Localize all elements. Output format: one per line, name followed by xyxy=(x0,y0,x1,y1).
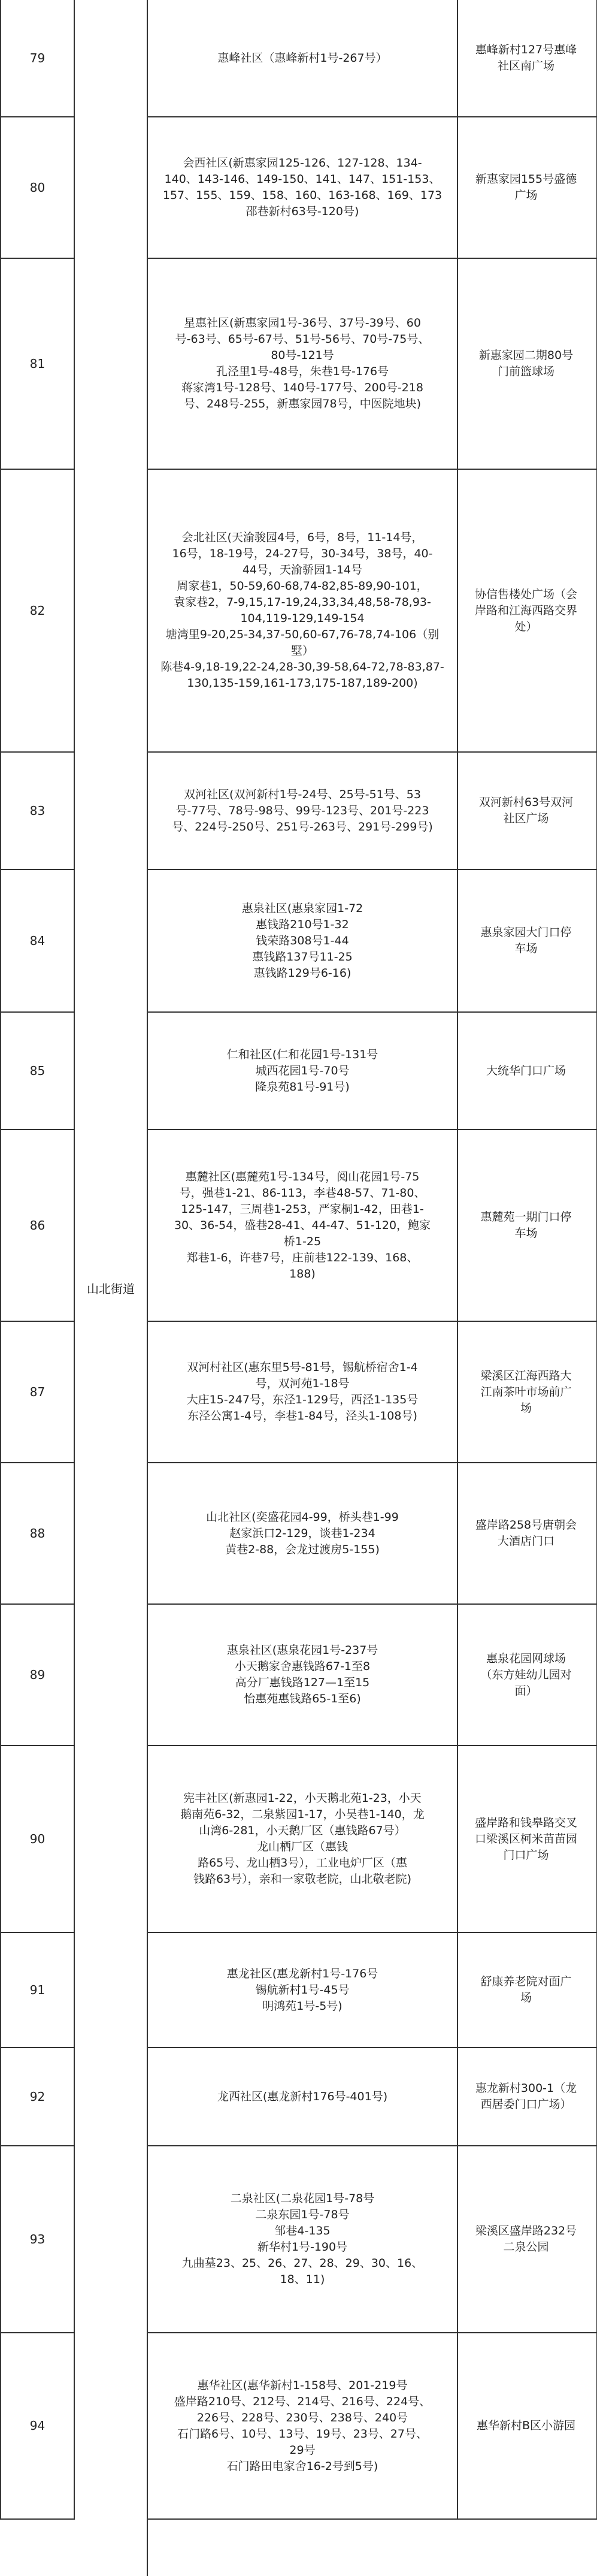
collection-site: 新惠家园二期80号 门前篮球场 xyxy=(478,349,574,378)
row-number: 94 xyxy=(1,2333,75,2518)
community-area: 惠麓社区(惠麓苑1号-134号，阅山花园1号-75 号，强巷1-21、86-113，李巷48-57、71-80、 125-147，三周巷1-253，严家桐1-42，田巷1- 30、36-54，盛巷28-41、44-47、51-120，鲍家 桥1-25 郑巷1-6，许巷7号，庄前巷122-139、168、 188) xyxy=(148,1130,458,1321)
row-number: 90 xyxy=(1,1746,75,1932)
row-number: 87 xyxy=(1,1322,75,1462)
community-area: 双河社区(双河新村1号-24号、25号-51号、53 号-77号、78号-98号、99号-123号、201号-223 号、224号-250号、251号-263号、291号-299号) xyxy=(148,753,458,869)
community-area: 惠华社区(惠华新村1-158号、201-219号 盛岸路210号、212号、214号、216号、224号、 226号、228号、230号、238号、240号 石门路6号、10号、13号、19号、23号、27号、 29号 石门路田电家舍16-2号到5号) xyxy=(148,2333,458,2518)
street-name: 山北街道 xyxy=(87,1282,135,1296)
community-area: 惠龙社区(惠龙新村1号-176号 锡航新村1号-45号 明鸿苑1号-5号) xyxy=(148,1933,458,2047)
collection-site: 盛岸路和钱皋路交叉 口梁溪区柯米苗苗园 门口广场 xyxy=(474,1816,577,1862)
row-number: 81 xyxy=(1,259,75,469)
community-area: 惠泉社区(惠泉家园1-72 惠钱路210号1-32 钱荣路308号1-44 惠钱路137号11-25 惠钱路129号6-16) xyxy=(148,870,458,1011)
collection-site: 惠麓苑一期门口停 车场 xyxy=(480,1210,572,1240)
row-number: 86 xyxy=(1,1130,75,1321)
community-area: 龙西社区(惠龙新村176号-401号) xyxy=(148,2048,458,2145)
collection-site: 盛岸路258号唐朝会 大酒店门口 xyxy=(475,1518,577,1548)
collection-site: 大统华门口广场 xyxy=(486,1064,566,1077)
row-number: 85 xyxy=(1,1013,75,1129)
row-number: 89 xyxy=(1,1605,75,1745)
row-number: 80 xyxy=(1,117,75,258)
collection-site: 惠龙新村300-1（龙 西居委门口广场） xyxy=(475,2082,577,2111)
row-number: 91 xyxy=(1,1933,75,2047)
community-area: 二泉社区(二泉花园1号-78号 二泉东园1号-78号 邹巷4-135 新华村1号-190号 九曲墓23、25、26、27、28、29、30、16、 18、11) xyxy=(148,2146,458,2332)
collection-site: 双河新村63号双河 社区广场 xyxy=(478,796,574,825)
row-number: 79 xyxy=(1,0,75,116)
community-area: 会西社区(新惠家园125-126、127-128、134- 140、143-146、149-150、141、147、151-153、 157、155、159、158、160、163-168、169、173 邵巷新村63号-120号) xyxy=(148,117,458,258)
row-number: 82 xyxy=(1,470,75,751)
row-number: 92 xyxy=(1,2048,75,2145)
community-area: 星惠社区(新惠家园1号-36号、37号-39号、60 号-63号、65号-67号、51号-56号、70号-75号、 80号-121号 孔泾里1号-48号，朱巷1号-176号 蒋家湾1号-128号、140号-177号、200号-218 号、248号-255，新惠家园78号，中医院地块) xyxy=(148,259,458,469)
row-number: 83 xyxy=(1,753,75,869)
row-number: 88 xyxy=(1,1463,75,1603)
collection-site: 惠峰新村127号惠峰 社区南广场 xyxy=(475,43,577,73)
collection-site: 惠泉家园大门口停 车场 xyxy=(480,926,572,955)
row-number: 84 xyxy=(1,870,75,1011)
collection-site: 新惠家园155号盛德 广场 xyxy=(475,173,577,202)
community-area: 惠峰社区（惠峰新村1号-267号） xyxy=(148,0,458,116)
community-area: 双河村社区(惠东里5号-81号，锡航桥宿舍1-4 号，双河苑1-18号 大庄15-247号，东泾1-129号，西泾1-135号 东泾公寓1-4号，李巷1-84号，泾头1-108号) xyxy=(148,1322,458,1462)
collection-site: 舒康养老院对面广 场 xyxy=(480,1975,572,2004)
community-area: 仁和社区(仁和花园1号-131号 城西花园1号-70号 隆泉苑81号-91号) xyxy=(148,1013,458,1129)
community-area: 宪丰社区(新惠园1-22，小天鹅北苑1-23，小天 鹅南苑6-32，二泉紫园1-17，小吴巷1-140，龙 山湾6-281，小天鹅厂区（惠钱路67号） 龙山栖厂区（惠钱 路65号、龙山栖3号），工业电炉厂区（惠 钱路63号），亲和一家敬老院，山北敬老院) xyxy=(148,1746,458,1932)
collection-site: 梁溪区盛岸路232号 二泉公园 xyxy=(475,2224,577,2254)
collection-site: 惠华新村B区小游园 xyxy=(476,2419,576,2432)
community-area: 惠泉社区(惠泉花园1号-237号 小天鹅家舍惠钱路67-1至8 高分厂惠钱路127—1至15 怡惠苑惠钱路65-1至6) xyxy=(148,1605,458,1745)
row-number: 93 xyxy=(1,2146,75,2332)
collection-site: 惠泉花园网球场 （东方娃幼儿园对 面） xyxy=(480,1651,572,1698)
community-area: 会北社区(天渝骏园4号，6号，8号，11-14号， 16号，18-19号，24-27号，30-34号，38号，40- 44号，天渝骄园1-14号 周家巷1，50-59,60-68,74-82,85-89,90-101， 袁家巷2，7-9,15,17-19,24,33,34,48,58-78,93- 104,119-129,149-154 塘湾里9-20,25-34,37-50,60-67,76-78,74-106（别 墅） 陈巷4-9,18-19,22-24,28-30,39-58,64-72,78-83,87- 130,135-159,161-173,175-187,189-200) xyxy=(148,470,458,751)
community-area: 山北社区(奕盛花园4-99，桥头巷1-99 赵家浜口2-129，谈巷1-234 黄巷2-88，会龙过渡房5-155) xyxy=(148,1463,458,1603)
collection-site: 协信售楼处广场（会 岸路和江海西路交界 处） xyxy=(474,587,577,633)
collection-site: 梁溪区江海西路大 江南茶叶市场前广 场 xyxy=(480,1369,572,1415)
street-name-merged-cell xyxy=(75,0,148,2576)
